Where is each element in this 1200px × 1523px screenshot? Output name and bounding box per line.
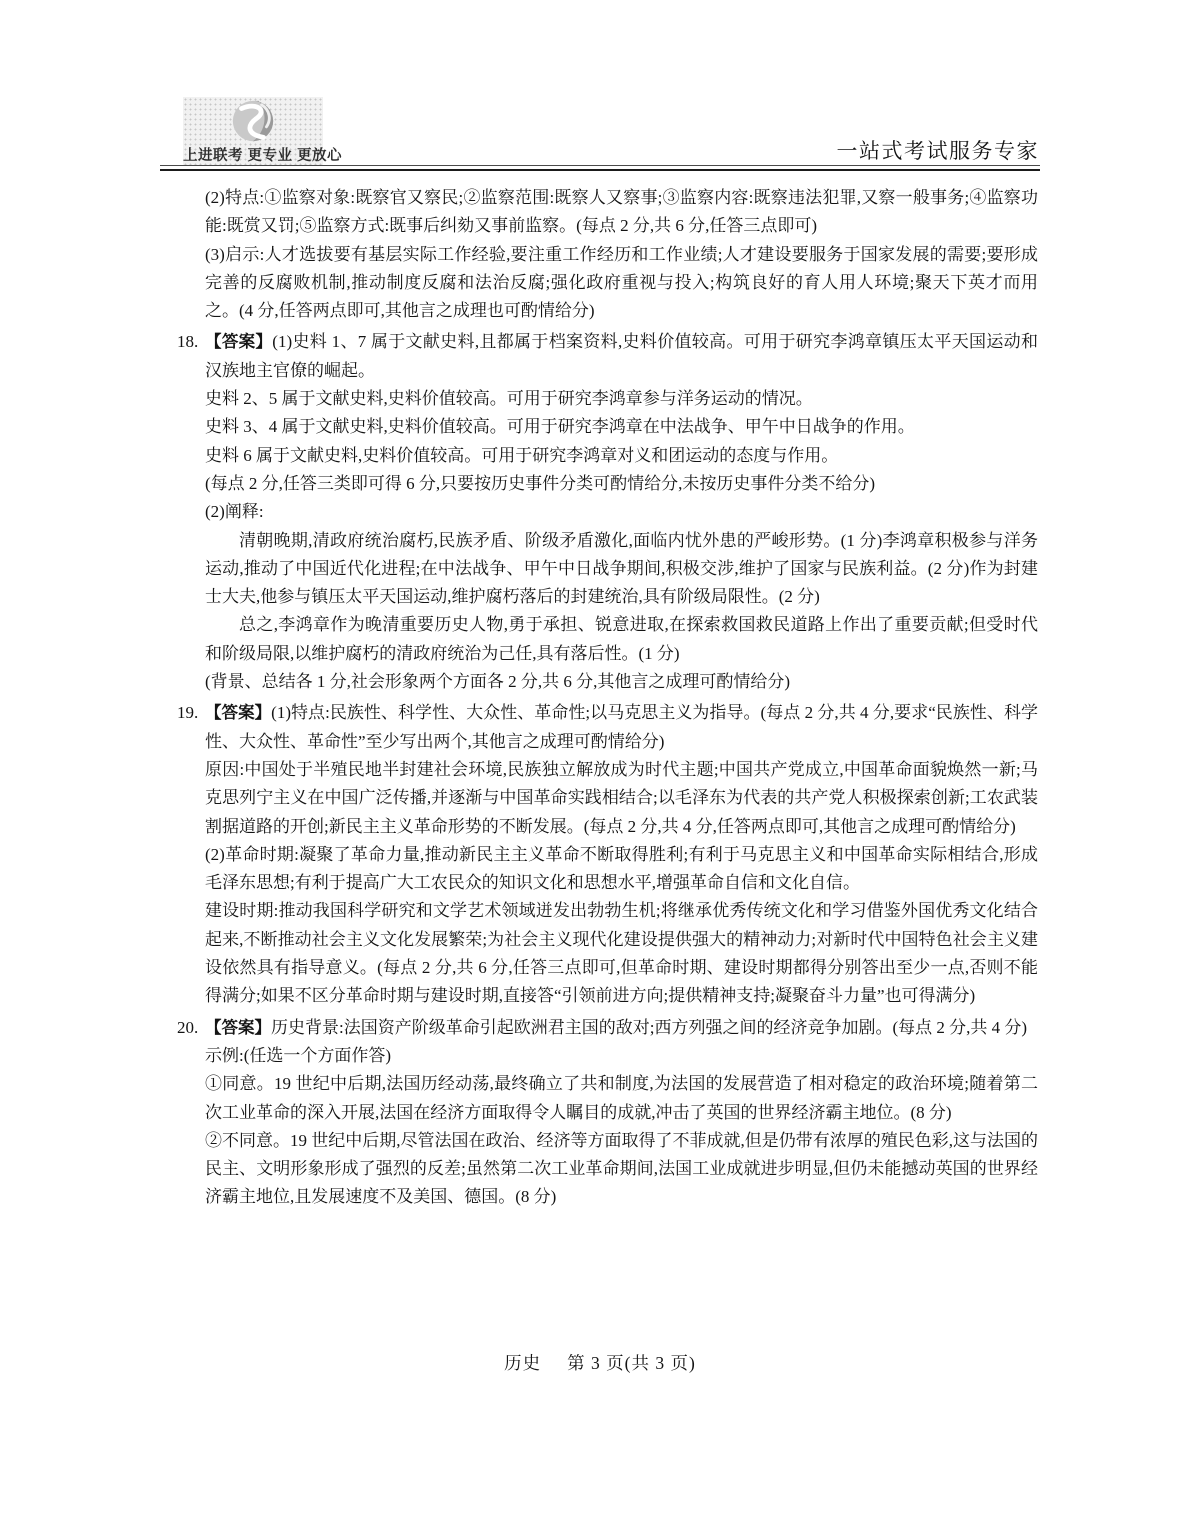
page-footer xyxy=(160,1350,1040,1375)
answer-paragraph xyxy=(205,699,1038,756)
footer-subject: 历史 xyxy=(504,1353,542,1373)
answer-paragraph: 史料 3、4 属于文献史料,史料价值较高。可用于研究李鸿章在中法战争、甲午中日战争的作用。 xyxy=(205,417,915,437)
answer-paragraph: (背景、总结各 1 分,社会形象两个方面各 2 分,共 6 分,其他言之成理可酌情给分) xyxy=(205,672,791,692)
answer-paragraph: 原因:中国处于半殖民地半封建社会环境,民族独立解放成为时代主题;中国共产党成立,中国革命面貌焕然一新;马克思列宁主义在中国广泛传播,并逐渐与中国革命实践相结合;以毛泽东为代表的共产党人积极探索创新;工农武装割据道路的开创;新民主主义革命形势的不断发展。(每点 2 分,共 4 分,任答两点即可,其他言之成理可酌情给分) xyxy=(205,759,1038,836)
answer-label: 【答案】 xyxy=(205,333,273,352)
question-number-19: 19. xyxy=(177,703,199,723)
answer-paragraph: (2)特点:①监察对象:既察官又察民;②监察范围:既察人又察事;③监察内容:既察违法犯罪,又察一般事务;④监察功能:既赏又罚;⑤监察方式:既事后纠劾又事前监察。(每点 2 分,共 6 分,任答三点即可) xyxy=(205,188,1038,236)
question-number-18: 18. xyxy=(177,332,199,352)
answer-paragraph-text: 历史背景:法国资产阶级革命引起欧洲君主国的敌对;西方列强之间的经济竞争加剧。(每点 2 分,共 4 分) xyxy=(271,1017,1028,1037)
answer-paragraph: (2)革命时期:凝聚了革命力量,推动新民主主义革命不断取得胜利;有利于马克思主义和中国革命实际相结合,形成毛泽东思想;有利于提高广大工农民众的知识文化和思想水平,增强革命自信和文化自信。 xyxy=(205,844,1038,893)
brand-logo-box xyxy=(183,97,343,165)
answer-label: 【答案】 xyxy=(205,1018,271,1037)
answer-paragraph-text: (1)特点:民族性、科学性、大众性、革命性;以马克思主义为指导。(每点 2 分,共 4 分,要求“民族性、科学性、大众性、革命性”至少写出两个,其他言之成理可酌情给分) xyxy=(205,703,1038,751)
swirl-globe-brand-icon xyxy=(228,98,278,146)
answer-paragraph: ②不同意。19 世纪中后期,尽管法国在政治、经济等方面取得了不菲成就,但是仍带有浓厚的殖民色彩,这与法国的民主、文明形象形成了强烈的反差;虽然第二次工业革命期间,法国工业成就进步明显,但仍未能撼动英国的世界经济霸主地位,且发展速度不及美国、德国。(8 分) xyxy=(205,1130,1038,1207)
footer-page-number: 第 3 页(共 3 页) xyxy=(567,1353,696,1373)
answer-paragraph xyxy=(205,1014,1038,1042)
answer-item-18 xyxy=(177,328,1038,696)
answer-item-20 xyxy=(177,1014,1038,1212)
answer-paragraph: 建设时期:推动我国科学研究和文学艺术领域迸发出勃勃生机;将继承优秀传统文化和学习借鉴外国优秀文化结合起来,不断推动社会主义文化发展繁荣;为社会主义现代化建设提供强大的精神动力;对新时代中国特色社会主义建设依然具有指导意义。(每点 2 分,共 6 分,任答三点即可,但革命时期、建设时期都得分别答出至少一点,否则不能得满分;如果不区分革命时期与建设时期,直接答“引领前进方向;提供精神支持;凝聚奋斗力量”也可得满分) xyxy=(205,901,1038,1006)
answer-paragraph xyxy=(205,328,1038,385)
brand-tagline: 上进联考 更专业 更放心 xyxy=(183,148,343,164)
answer-paragraph: ①同意。19 世纪中后期,法国历经动荡,最终确立了共和制度,为法国的发展营造了相对稳定的政治环境;随着第二次工业革命的深入开展,法国在经济方面取得令人瞩目的成就,冲击了英国的世界经济霸主地位。(8 分) xyxy=(205,1074,1038,1122)
answer-paragraph: (3)启示:人才选拔要有基层实际工作经验,要注重工作经历和工作业绩;人才建设要服务于国家发展的需要;要形成完善的反腐败机制,推动制度反腐和法治反腐;强化政府重视与投入;构筑良好的育人用人环境;聚天下英才而用之。(4 分,任答两点即可,其他言之成理也可酌情给分) xyxy=(205,244,1038,321)
answer-paragraph-text: (1)史料 1、7 属于文献史料,且都属于档案资料,史料价值较高。可用于研究李鸿章镇压太平天国运动和汉族地主官僚的崛起。 xyxy=(205,332,1038,380)
question-number-20: 20. xyxy=(177,1017,199,1037)
answer-item-19 xyxy=(177,699,1038,1010)
answer-sheet-body xyxy=(177,184,1038,1212)
answer-paragraph: 清朝晚期,清政府统治腐朽,民族矛盾、阶级矛盾激化,面临内忧外患的严峻形势。(1 分)李鸿章积极参与洋务运动,推动了中国近代化进程;在中法战争、甲午中日战争期间,积极交涉,维护了国家与民族利益。(2 分)作为封建士大夫,他参与镇压太平天国运动,维护腐朽落后的封建统治,具有阶级局限性。(2 分) xyxy=(205,530,1038,607)
answer-paragraph: (每点 2 分,任答三类即可得 6 分,只要按历史事件分类可酌情给分,未按历史事件分类不给分) xyxy=(205,473,876,493)
header-slogan: 一站式考试服务专家 xyxy=(836,139,1039,163)
answer-item-17-continued xyxy=(205,184,1038,325)
answer-paragraph: 史料 2、5 属于文献史料,史料价值较高。可用于研究李鸿章参与洋务运动的情况。 xyxy=(205,389,813,409)
answer-label: 【答案】 xyxy=(205,704,272,723)
header-double-rule xyxy=(160,165,1040,171)
answer-paragraph: 示例:(任选一个方面作答) xyxy=(205,1045,392,1065)
answer-paragraph: 史料 6 属于文献史料,史料价值较高。可用于研究李鸿章对义和团运动的态度与作用。 xyxy=(205,445,839,465)
answer-paragraph: (2)阐释: xyxy=(205,502,264,522)
answer-paragraph: 总之,李鸿章作为晚清重要历史人物,勇于承担、锐意进取,在探索救国救民道路上作出了重要贡献;但受时代和阶级局限,以维护腐朽的清政府统治为己任,具有落后性。(1 分) xyxy=(205,615,1038,663)
